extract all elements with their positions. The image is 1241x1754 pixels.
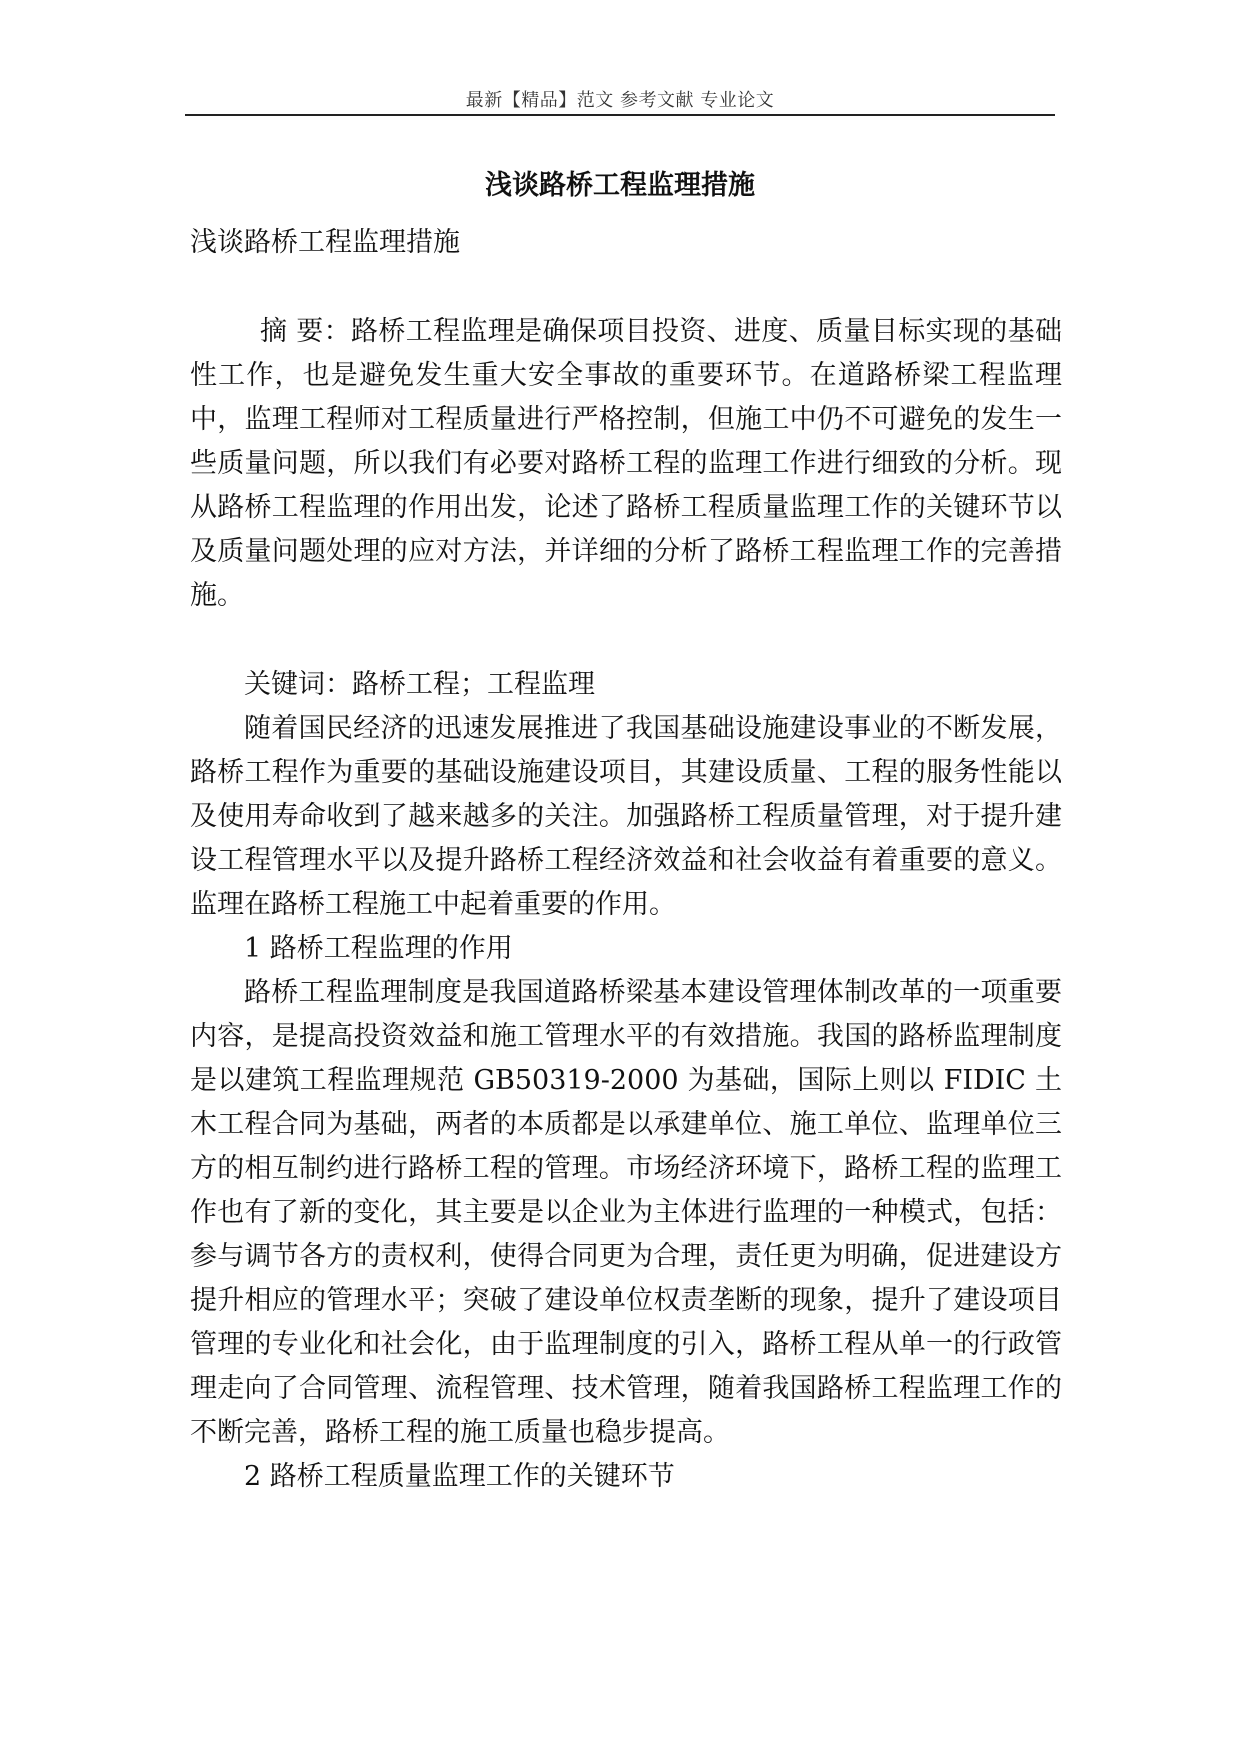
intro-paragraph: 随着国民经济的迅速发展推进了我国基础设施建设事业的不断发展，路桥工程作为重要的基础设施建设项目，其建设质量、工程的服务性能以及使用寿命收到了越来越多的关注。加强路桥工程质量管理，对于提升建设工程管理水平以及提升路桥工程经济效益和社会收益有着重要的意义。监理在路桥工程施工中起着重要的作用。 bbox=[190, 713, 1062, 920]
abstract-paragraph: 摘 要：路桥工程监理是确保项目投资、进度、质量目标实现的基础性工作，也是避免发生重大安全事故的重要环节。在道路桥梁工程监理中，监理工程师对工程质量进行严格控制，但施工中仍不可避免的发生一些质量问题，所以我们有必要对路桥工程的监理工作进行细致的分析。现从路桥工程监理的作用出发，论述了路桥工程质量监理工作的关键环节以及质量问题处理的应对方法，并详细的分析了路桥工程监理工作的完善措施。 bbox=[190, 316, 1062, 611]
section-1-paragraph: 路桥工程监理制度是我国道路桥梁基本建设管理体制改革的一项重要内容，是提高投资效益和施工管理水平的有效措施。我国的路桥监理制度是以建筑工程监理规范 GB50319-2000 为基础，国际上则以 FIDIC 土木工程合同为基础，两者的本质都是以承建单位、施工单位、监理单位三方的相互制约进行路桥工程的管理。市场经济环境下，路桥工程的监理工作也有了新的变化，其主要是以企业为主体进行监理的一种模式，包括：参与调节各方的责权利，使得合同更为合理，责任更为明确，促进建设方提升相应的管理水平；突破了建设单位权责垄断的现象，提升了建设项目管理的专业化和社会化，由于监理制度的引入，路桥工程从单一的行政管理走向了合同管理、流程管理、技术管理，随着我国路桥工程监理工作的不断完善，路桥工程的施工质量也稳步提高。 bbox=[190, 977, 1062, 1448]
section-heading-1: 1 路桥工程监理的作用 bbox=[244, 933, 513, 964]
header-divider bbox=[185, 114, 1055, 116]
document-subtitle: 浅谈路桥工程监理措施 bbox=[190, 227, 460, 258]
document-title: 浅谈路桥工程监理措施 bbox=[485, 170, 755, 201]
keywords-line: 关键词：路桥工程；工程监理 bbox=[244, 669, 595, 700]
page-header: 最新【精品】范文 参考文献 专业论文 bbox=[465, 90, 775, 111]
section-heading-2: 2 路桥工程质量监理工作的关键环节 bbox=[244, 1461, 675, 1492]
document-body bbox=[190, 221, 1062, 1499]
